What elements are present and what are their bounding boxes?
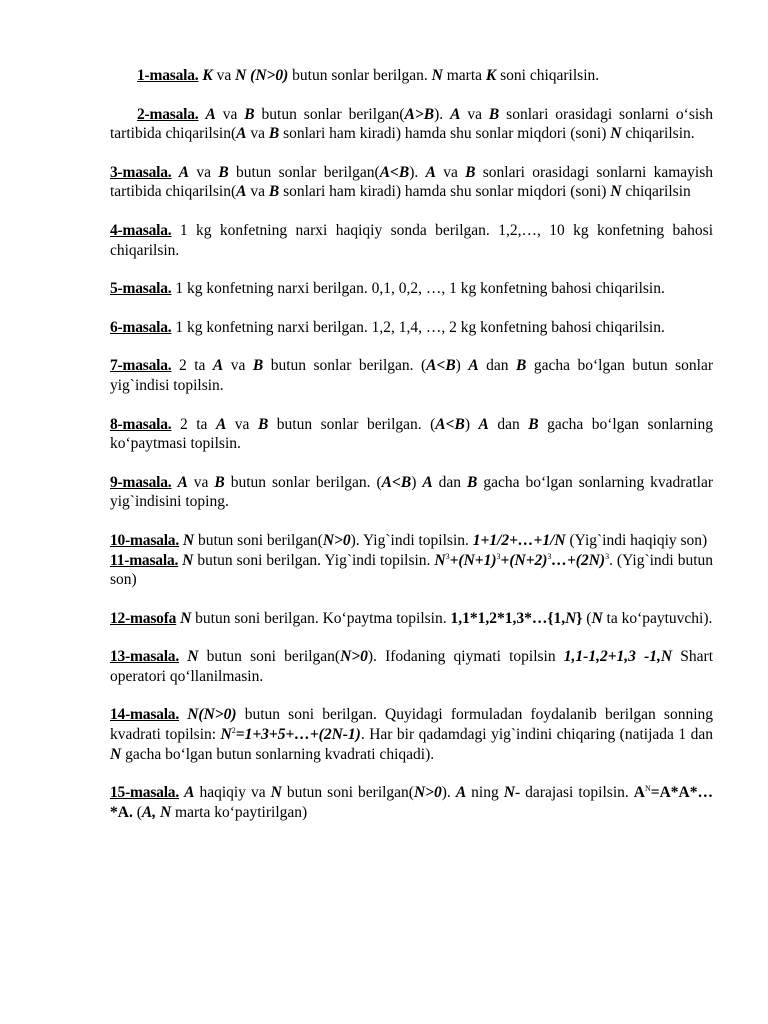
task-text: butun soni berilgan( bbox=[194, 531, 323, 549]
task-label: 14-masala. bbox=[110, 706, 180, 724]
variable: A<B bbox=[426, 357, 456, 375]
task-text: ). bbox=[441, 784, 456, 802]
task-text: dan bbox=[488, 415, 529, 433]
variable: A bbox=[450, 105, 461, 123]
task-label: 7-masala. bbox=[110, 357, 172, 375]
task-text: ) bbox=[464, 415, 479, 433]
task-text: butun soni berilgan. Yig`indi topilsin. bbox=[193, 551, 435, 569]
task-5 bbox=[110, 279, 713, 299]
variable: N>0 bbox=[322, 531, 351, 549]
variable: A bbox=[212, 357, 224, 375]
task-text: va bbox=[435, 163, 466, 181]
superscript: 3 bbox=[445, 551, 450, 561]
task-text: butun sonlar berilgan( bbox=[228, 163, 380, 181]
variable: N(N>0) bbox=[187, 706, 237, 724]
variable: N bbox=[610, 125, 622, 143]
task-text: va bbox=[189, 163, 219, 181]
task-text: dan bbox=[432, 473, 468, 491]
variable: N bbox=[220, 726, 232, 744]
variable: N bbox=[434, 551, 446, 569]
task-label: 8-masala. bbox=[110, 415, 172, 433]
task-label: 1-masala. bbox=[137, 67, 199, 84]
task-9 bbox=[110, 473, 713, 512]
task-text: 1 kg konfetning narxi haqiqiy sonda berilgan. 1,2,…, 10 kg konfetning bahosi chiqarilsin. bbox=[110, 221, 713, 259]
task-text: va bbox=[212, 67, 236, 84]
superscript: 3 bbox=[547, 551, 552, 561]
task-text: va bbox=[246, 125, 269, 143]
formula: 1,1*1,2*1,3*…{1, bbox=[450, 609, 566, 627]
task-text: 1 kg konfetning narxi berilgan. 0,1, 0,2, …, 1 kg konfetning bahosi chiqarilsin. bbox=[171, 280, 665, 298]
task-12 bbox=[110, 609, 713, 629]
task-text: ( bbox=[582, 609, 592, 627]
task-text: va bbox=[215, 105, 245, 123]
variable: A<B bbox=[381, 473, 412, 491]
task-text: chiqarilsin. bbox=[621, 125, 695, 143]
task-text: gacha bo‘lgan sonlarning kvadratlar yig`indisini toping. bbox=[110, 473, 714, 511]
task-text bbox=[172, 164, 179, 181]
task-text: ) bbox=[411, 473, 423, 491]
variable: N bbox=[180, 609, 192, 627]
task-text: ). bbox=[409, 163, 426, 181]
variable: A bbox=[425, 163, 436, 181]
variable: N bbox=[591, 609, 603, 627]
task-text: butun soni berilgan( bbox=[281, 784, 414, 802]
formula: } bbox=[576, 609, 583, 627]
variable: A bbox=[468, 357, 479, 375]
variable: A, N bbox=[141, 803, 172, 821]
task-2 bbox=[110, 105, 713, 144]
superscript: 3 bbox=[605, 551, 610, 561]
variable: B bbox=[528, 415, 539, 433]
task-text: gacha bo‘lgan butun sonlar yig`indisi topilsin. bbox=[110, 357, 713, 394]
variable: 1,1-1,2+1,3 -1,N bbox=[563, 648, 673, 666]
task-text: butun soni berilgan. Ko‘paytma topilsin. bbox=[191, 609, 451, 627]
task-text: 2 ta bbox=[171, 415, 216, 433]
task-text: dan bbox=[478, 357, 517, 375]
variable: A bbox=[236, 183, 247, 201]
variable: B bbox=[218, 163, 229, 181]
variable: A bbox=[205, 105, 216, 123]
superscript: N bbox=[644, 784, 651, 794]
task-1 bbox=[110, 66, 713, 86]
variable: N bbox=[503, 784, 515, 802]
task-7 bbox=[110, 356, 713, 395]
task-text: ( bbox=[132, 803, 142, 821]
task-label: 6-masala. bbox=[110, 318, 172, 336]
variable: A>B bbox=[404, 105, 435, 123]
task-text: butun sonlar berilgan( bbox=[254, 105, 405, 123]
task-text: 2 ta bbox=[171, 357, 213, 375]
task-14 bbox=[110, 705, 713, 764]
task-text: - darajasi topilsin. bbox=[514, 784, 634, 802]
task-text: butun soni berilgan( bbox=[198, 648, 341, 666]
variable: N bbox=[182, 531, 195, 549]
variable: N bbox=[565, 609, 577, 627]
task-3 bbox=[110, 163, 713, 202]
task-11 bbox=[110, 551, 713, 590]
variable: A bbox=[455, 784, 467, 802]
variable: A bbox=[178, 163, 190, 181]
variable: N bbox=[110, 745, 122, 763]
variable: N bbox=[610, 183, 622, 201]
variable: B bbox=[465, 163, 476, 181]
task-text: ning bbox=[466, 784, 504, 802]
document-page bbox=[110, 66, 713, 841]
task-text bbox=[179, 648, 187, 665]
variable: A bbox=[215, 415, 227, 433]
variable: B bbox=[214, 473, 225, 491]
superscript: 2 bbox=[231, 726, 236, 736]
variable: B bbox=[244, 105, 255, 123]
variable: A bbox=[422, 473, 433, 491]
task-text: sonlari orasidagi sonlarni kamayish tartibida chiqarilsin( bbox=[110, 163, 713, 201]
superscript: 3 bbox=[496, 551, 501, 561]
variable: B bbox=[268, 183, 280, 201]
variable: +(N+1) bbox=[449, 551, 497, 569]
task-text: ta ko‘paytuvchi). bbox=[602, 609, 713, 627]
formula: =A*A*…*A. bbox=[110, 784, 713, 821]
variable: N bbox=[270, 784, 282, 802]
variable: B bbox=[516, 357, 527, 375]
task-label: 12-masofa bbox=[110, 609, 177, 627]
task-text: sonlari orasidagi sonlarni o‘sish tartibida chiqarilsin( bbox=[110, 105, 713, 143]
task-text: butun sonlar berilgan. ( bbox=[268, 415, 436, 433]
variable: A bbox=[177, 473, 188, 491]
variable: =1+3+5+…+(2N-1) bbox=[235, 726, 361, 744]
task-text: butun sonlar berilgan. ( bbox=[263, 357, 427, 375]
task-label: 9-masala. bbox=[110, 473, 172, 491]
task-label: 13-masala. bbox=[110, 648, 180, 666]
task-text: ). bbox=[434, 105, 451, 123]
task-label: 4-masala. bbox=[110, 221, 172, 239]
task-text: . (Yig`indi butun son) bbox=[110, 551, 714, 589]
task-text: va bbox=[246, 183, 269, 201]
task-text: gacha bo‘lgan sonlarning ko‘paytmasi topilsin. bbox=[110, 415, 713, 453]
task-text: sonlari ham kiradi) hamda shu sonlar miqdori (soni) bbox=[279, 125, 611, 143]
task-text: marta ko‘paytirilgan) bbox=[171, 803, 308, 821]
task-text: butun soni berilgan. Quyidagi formuladan foydalanib berilgan sonning kvadrati topilsin: bbox=[110, 706, 714, 744]
variable: N bbox=[187, 648, 199, 666]
variable: B bbox=[467, 473, 478, 491]
variable: N bbox=[431, 67, 443, 84]
task-label: 3-masala. bbox=[110, 163, 172, 181]
task-text: haqiqiy va bbox=[194, 784, 271, 802]
task-text: va bbox=[187, 473, 215, 491]
variable: K bbox=[485, 67, 497, 84]
task-label: 11-masala. bbox=[110, 551, 179, 569]
variable: 1+1/2+…+1/N bbox=[472, 531, 566, 549]
formula: A bbox=[633, 784, 645, 802]
variable: +(N+2) bbox=[500, 551, 548, 569]
variable: …+(2N) bbox=[551, 551, 606, 569]
variable: K bbox=[202, 67, 213, 84]
task-4 bbox=[110, 221, 713, 260]
task-text: 1 kg konfetning narxi berilgan. 1,2, 1,4, …, 2 kg konfetning bahosi chiqarilsin. bbox=[171, 318, 665, 336]
task-text: sonlari ham kiradi) hamda shu sonlar miqdori (soni) bbox=[279, 183, 611, 201]
task-8 bbox=[110, 415, 713, 454]
task-label: 10-masala. bbox=[110, 531, 180, 549]
variable: N>0 bbox=[413, 784, 442, 802]
variable: B bbox=[252, 357, 264, 375]
variable: A<B bbox=[379, 163, 410, 181]
task-text: Shart operatori qo‘llanilmasin. bbox=[110, 648, 713, 685]
task-text bbox=[179, 706, 187, 723]
task-text: va bbox=[460, 105, 489, 123]
task-text: butun sonlar berilgan. ( bbox=[224, 473, 382, 491]
task-6 bbox=[110, 318, 713, 338]
task-text: soni chiqarilsin. bbox=[496, 67, 600, 84]
variable: N>0 bbox=[340, 648, 368, 666]
variable: N (N>0) bbox=[235, 67, 289, 84]
task-label: 5-masala. bbox=[110, 280, 172, 298]
task-label: 2-masala. bbox=[137, 105, 199, 123]
task-text: chiqarilsin bbox=[621, 183, 691, 201]
task-text: ). Ifodaning qiymati topilsin bbox=[367, 648, 564, 666]
variable: N bbox=[182, 551, 194, 569]
task-text: ). Yig`indi topilsin. bbox=[350, 531, 473, 549]
task-text: (Yig`indi haqiqiy son) bbox=[565, 531, 708, 549]
variable: A bbox=[184, 784, 195, 802]
task-text: marta bbox=[442, 67, 486, 84]
variable: B bbox=[268, 125, 280, 143]
task-label: 15-masala. bbox=[110, 784, 180, 802]
task-text: . Har bir qadamdagi yig`indini chiqaring (natijada 1 dan bbox=[360, 726, 713, 744]
task-text: va bbox=[226, 415, 258, 433]
task-text: va bbox=[223, 357, 253, 375]
task-text: ) bbox=[455, 357, 469, 375]
task-13 bbox=[110, 647, 713, 686]
variable: A bbox=[236, 125, 247, 143]
task-10 bbox=[110, 531, 713, 551]
variable: B bbox=[488, 105, 500, 123]
variable: A<B bbox=[435, 415, 465, 433]
task-text: gacha bo‘lgan butun sonlarning kvadrati chiqadi). bbox=[121, 745, 435, 763]
task-15 bbox=[110, 783, 713, 822]
variable: B bbox=[257, 415, 269, 433]
task-text: butun sonlar berilgan. bbox=[288, 67, 432, 84]
variable: A bbox=[478, 415, 489, 433]
